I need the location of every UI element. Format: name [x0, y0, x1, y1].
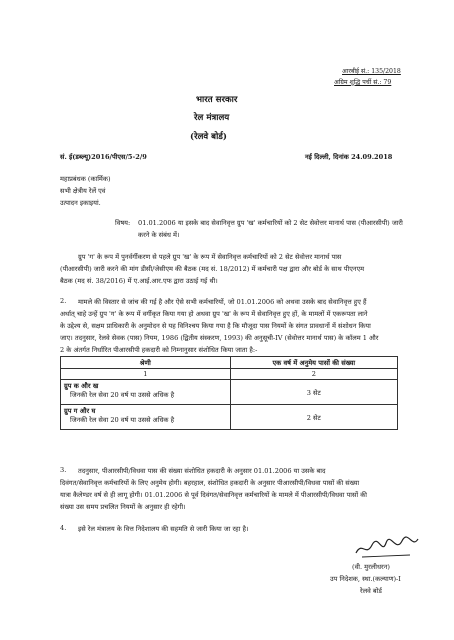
correction-slip-number: अग्रिम शुद्धि पर्ची सं.: 79: [334, 79, 392, 86]
para3-line1: तदनुसार, पीआरसीपी/विधवा पास की संख्या संशोधित हकदारी के अनुसार 01.01.2006 या उसके बाद: [78, 467, 326, 475]
subject-label: विषय:: [115, 219, 131, 227]
table-index-2: 2: [230, 369, 397, 380]
header-board: (रेलवे बोर्ड): [190, 132, 227, 142]
addressee-line2: सभी क्षेत्रीय रेलें एवं: [60, 187, 106, 195]
subject-line1: 01.01.2006 या इसके बाद सेवानिवृत्त ग्रुप 'ख' कर्मचारियों को 2 सेट सेवोत्तर मानार्थ पास (पीआरसीपी) जारी: [138, 219, 403, 227]
addressee-line1: महाप्रबंधक (कार्मिक): [60, 175, 111, 183]
table-cell-category: [61, 405, 231, 430]
table-cell-category: [61, 380, 231, 405]
signatory-name: (वी. मुरलीधरन): [352, 563, 390, 571]
table-header-passes: एक वर्ष में अनुमेय पासों की संख्या: [230, 357, 397, 369]
table-cell-value: 3 सेट: [230, 380, 397, 405]
para4-number: 4.: [60, 524, 67, 532]
signatory-office: रेलवे बोर्ड: [360, 587, 382, 595]
para2-line4: जाए। तदनुसार, रेलवे सेवक (पास) नियम, 1986 (द्वितीय संस्करण, 1993) की अनुसूची-IV (सेवोत्तर मानार्थ पास) के कॉलम 1 और: [60, 334, 379, 342]
table-index-1: 1: [61, 369, 231, 380]
table-row-group: ग्रुप क और ख: [64, 382, 99, 390]
table-row: [61, 380, 398, 405]
subject-line2: करने के संबंध में।: [138, 231, 180, 239]
rbe-number: आरबीई सं.: 135/2018: [342, 68, 401, 75]
table-row-desc: जिनकी रेल सेवा 20 वर्ष या उससे अधिक है: [70, 391, 175, 399]
para1-line1: ग्रुप 'ग' के रूप में पुनर्वर्गीकरण से पहले ग्रुप 'ख' के रूप में सेवानिवृत्त कर्मचारियों को 2 सेट सेवोत्तर मानार्थ पास: [78, 253, 342, 261]
addressee-line3: उत्पादन इकाइयां.: [60, 199, 101, 207]
entitlement-table: [60, 356, 398, 430]
table-row-desc: जिनकी रेल सेवा 20 वर्ष या उससे अधिक है: [70, 416, 175, 424]
para3-number: 3.: [60, 466, 67, 474]
signatory-designation: उप निदेशक, स्था.(कल्याण)-I: [330, 575, 401, 583]
para4-line1: इसे रेल मंत्रालय के वित्त निदेशालय की सहमति से जारी किया जा रहा है।: [78, 525, 249, 533]
table-row: [61, 405, 398, 430]
file-number: सं. ई(डब्ल्यू)2016/पीएस/5-2/9: [60, 153, 147, 161]
para2-number: 2.: [60, 297, 67, 305]
para3-line3: यात्रा कैलेण्डर वर्ष से ही लागू होगी। 01.01.2006 से पूर्व दिवंगत/सेवानिवृत्त कर्मचारियों के मामले में पीआरसीपी/विधवा पासों की: [60, 491, 368, 499]
para2-line5: 2 के अंतर्गत निर्धारित पीआरसीपी हकदारी को निम्नानुसार संशोधित किया जाता है:-: [60, 346, 258, 354]
table-index-row: [61, 369, 398, 380]
table-cell-value: 2 सेट: [230, 405, 397, 430]
table-header-category: श्रेणी: [61, 357, 231, 369]
para2-line2: अर्थात् चाहे उन्हें ग्रुप 'ग' के रूप में वर्गीकृत किया गया हो अथवा ग्रुप 'ख' के रूप में सेवानिवृत्त हुए हों, के मामलों में एकरूपता लाने: [60, 310, 368, 318]
para2-line1: मामले की विस्तार से जांच की गई है और ऐसे सभी कर्मचारियों, जो 01.01.2006 को अथवा उसके बाद सेवानिवृत्त हुए हैं: [78, 298, 367, 306]
header-govt: भारत सरकार: [196, 95, 238, 105]
table-header-row: [61, 357, 398, 369]
para3-line2: दिवंगत/सेवानिवृत्त कर्मचारियों के लिए अनुमेय होगी। बहरहाल, संशोधित हकदारी के अनुसार पीआरसीपी/विधवा पासों की संख्या: [60, 479, 360, 487]
header-ministry: रेल मंत्रालय: [194, 113, 230, 123]
para1-line2: (पीआरसीपी) जारी करने की मांग डीसी/जेसीएम की बैठक (मद सं. 18/2012) में कर्मचारी पक्ष द्वारा और बोर्ड के साथ पीएनएम: [60, 265, 365, 273]
letter-date: नई दिल्ली, दिनांक 24.09.2018: [305, 153, 393, 161]
para2-line3: के उद्देश्य से, सक्षम प्राधिकारी के अनुमोदन से यह विनिश्चय किया गया है कि मौजूदा पास नियमों के संगत प्रावधानों में संशोधन किया: [60, 322, 371, 330]
para1-line3: बैठक (मद सं. 38/2016) में ए.आई.आर.एफ द्वारा उठाई गई थी।: [60, 277, 218, 285]
table-row-group: ग्रुप ग और घ: [64, 407, 96, 415]
para3-line4: संख्या उस समय प्रचलित नियमों के अनुसार ही रहेगी।: [60, 503, 186, 511]
signature-mark: [352, 535, 422, 563]
